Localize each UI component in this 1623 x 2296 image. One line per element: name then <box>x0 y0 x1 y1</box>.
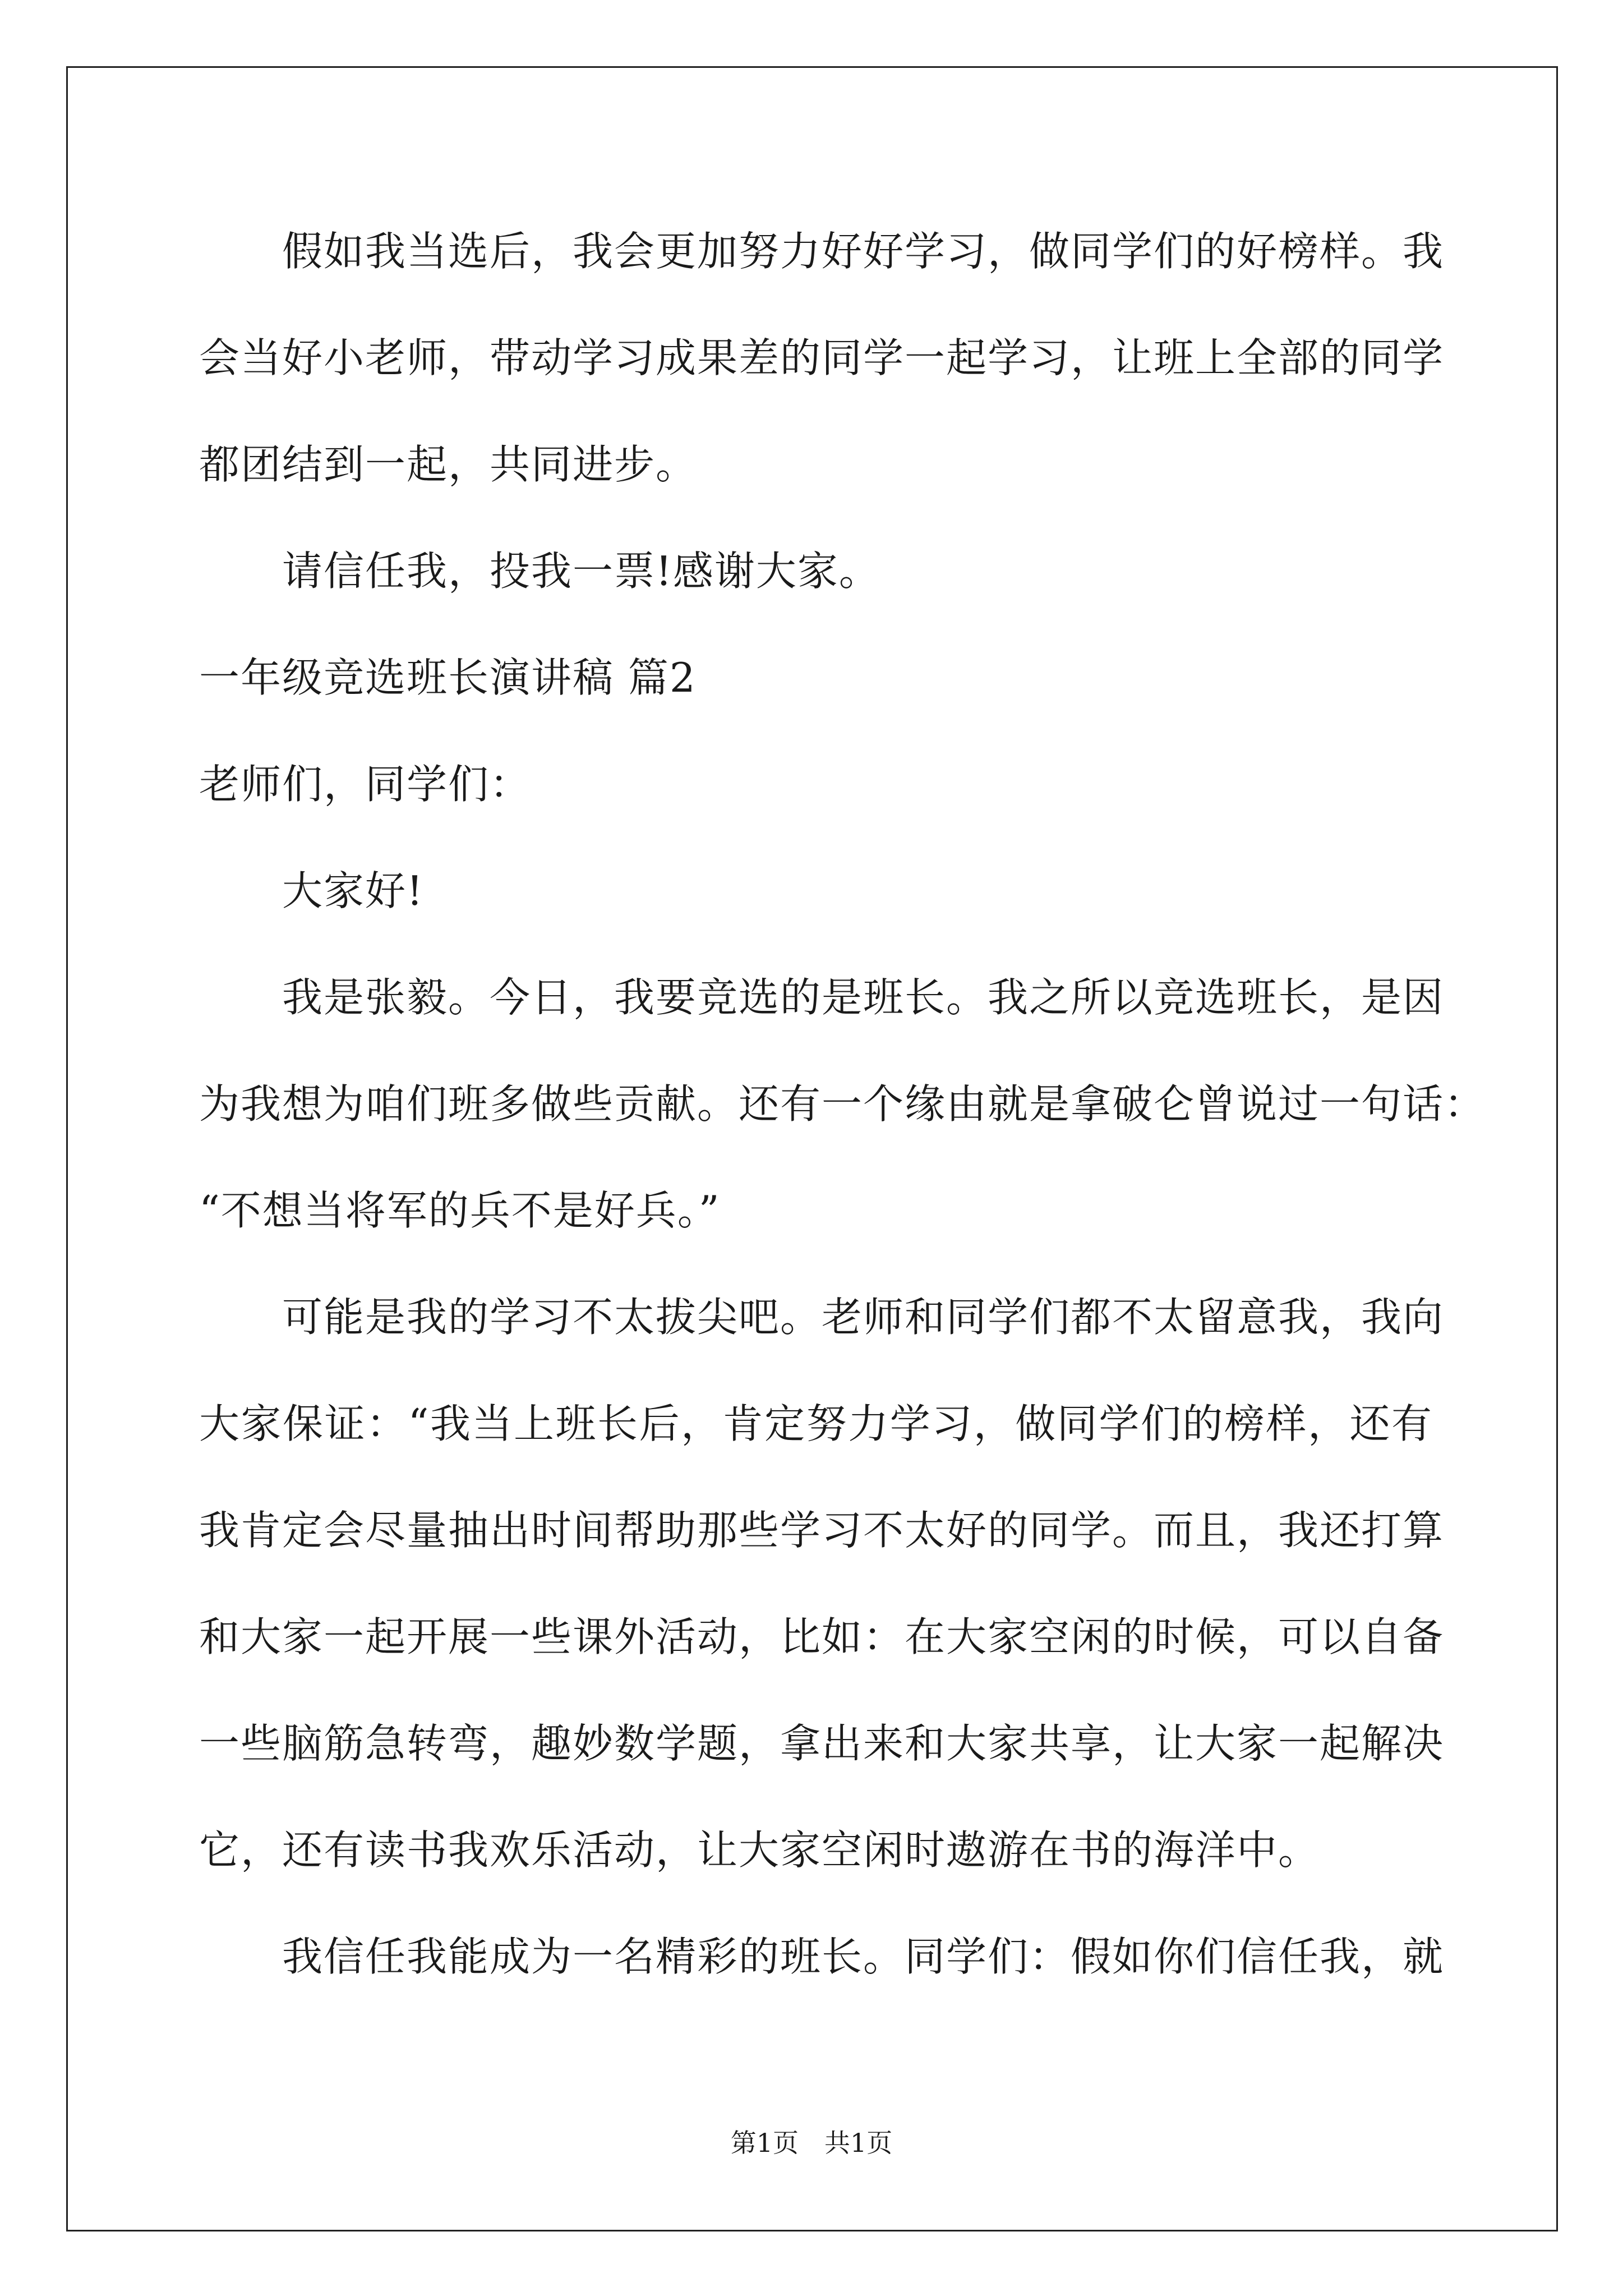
paragraph-line: 我信任我能成为一名精彩的班长。同学们：假如你们信任我，就 <box>282 1933 1445 1980</box>
salutation: 老师们，同学们： <box>199 761 532 808</box>
paragraph-line: 可能是我的学习不太拔尖吧。老师和同学们都不太留意我，我向 <box>282 1294 1445 1341</box>
paragraph-line: 为我想为咱们班多做些贡献。还有一个缘由就是拿破仑曾说过一句话： <box>199 1080 1486 1128</box>
paragraph-line: 我肯定会尽量抽出时间帮助那些学习不太好的同学。而且，我还打算 <box>199 1507 1445 1554</box>
page-number-footer: 第1页 共1页 <box>730 2128 893 2158</box>
paragraph-line: 我是张毅。今日，我要竞选的是班长。我之所以竞选班长，是因 <box>282 974 1445 1021</box>
paragraph-line: 一些脑筋急转弯，趣妙数学题，拿出来和大家共享，让大家一起解决 <box>199 1720 1445 1767</box>
paragraph-line: 大家保证：“我当上班长后，肯定努力学习，做同学们的榜样，还有 <box>199 1400 1433 1447</box>
greeting: 大家好! <box>282 867 424 914</box>
paragraph-line: 请信任我，投我一票!感谢大家。 <box>282 547 880 595</box>
paragraph-line: 和大家一起开展一些课外活动，比如：在大家空闲的时候，可以自备 <box>199 1613 1445 1660</box>
paragraph-line: 假如我当选后，我会更加努力好好学习，做同学们的好榜样。我 <box>282 228 1445 275</box>
section-heading: 一年级竞选班长演讲稿 篇2 <box>199 654 697 701</box>
paragraph-line: 都团结到一起，共同进步。 <box>199 441 698 488</box>
quote-line: “不想当将军的兵不是好兵。” <box>199 1187 721 1234</box>
paragraph-line: 会当好小老师，带动学习成果差的同学一起学习，让班上全部的同学 <box>199 334 1445 381</box>
paragraph-line: 它，还有读书我欢乐活动，让大家空闲时遨游在书的海洋中。 <box>199 1826 1320 1874</box>
